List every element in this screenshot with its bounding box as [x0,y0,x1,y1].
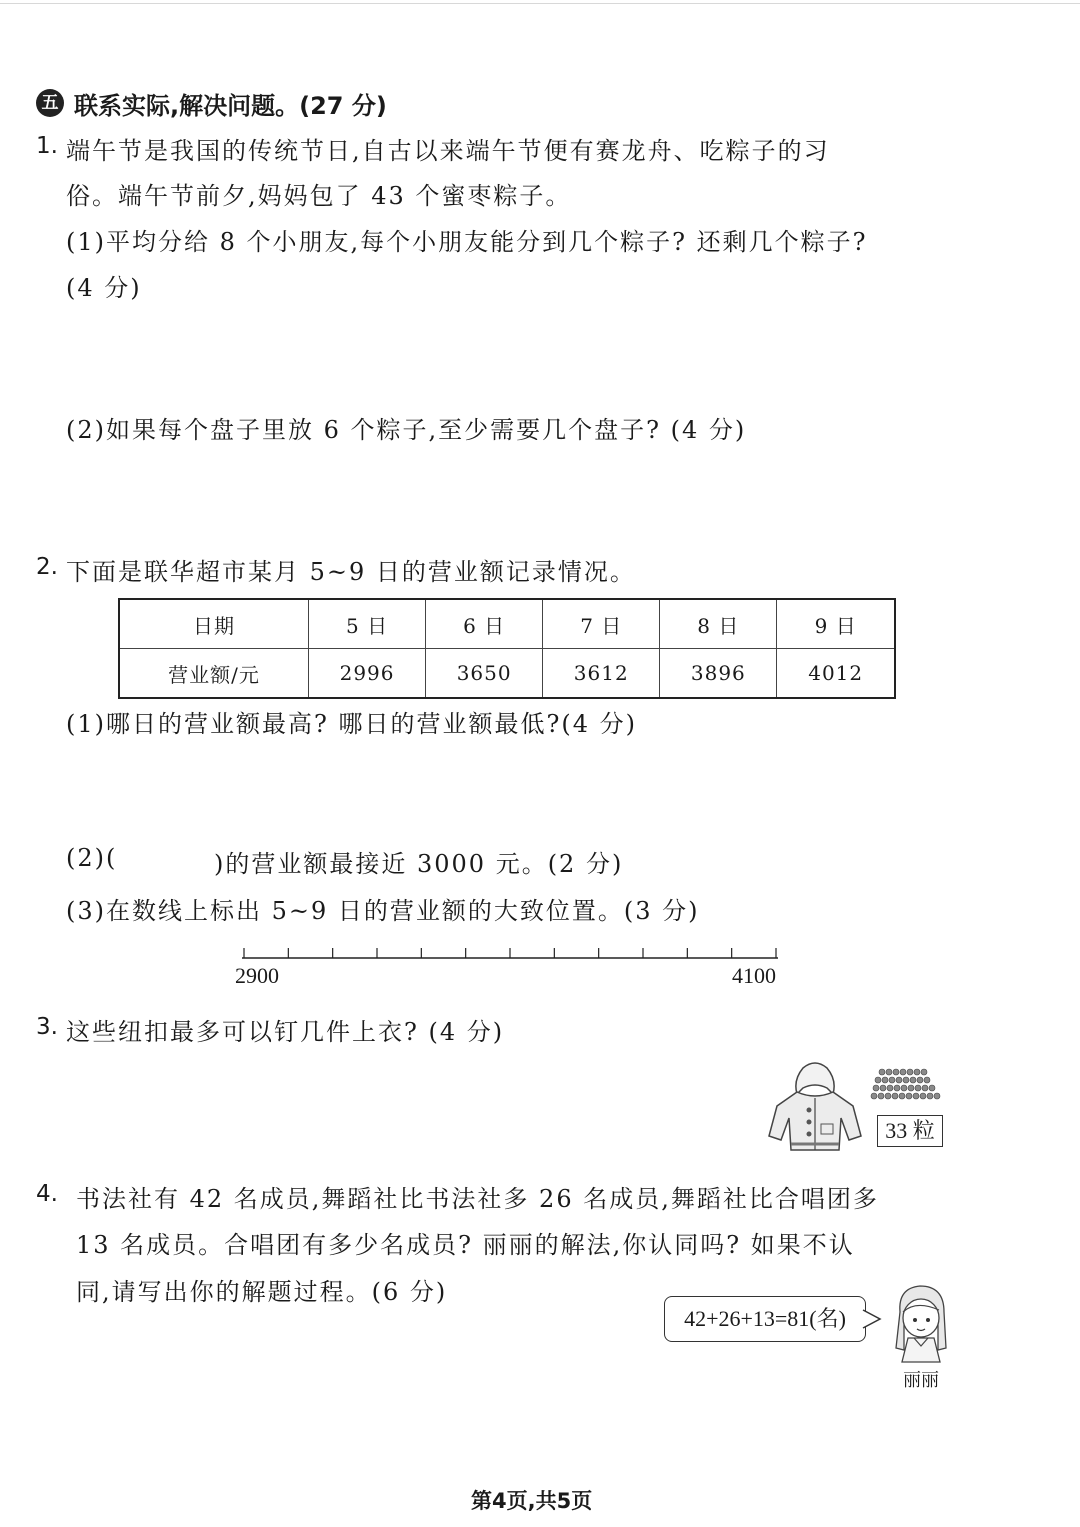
table-cell-revenue: 3612 [543,649,660,699]
button-dot [887,1085,893,1091]
q4-number: 4. [36,1181,58,1207]
button-dot [921,1069,927,1075]
button-dot [899,1093,905,1099]
q1-text-line1: 端午节是我国的传统节日,自古以来端午节便有赛龙舟、吃粽子的习 [66,137,830,165]
table-cell-day: 6 日 [426,599,543,649]
section-title: 联系实际,解决问题。(27 分) [74,92,387,120]
button-dot [900,1069,906,1075]
button-dot [892,1093,898,1099]
button-dot [896,1077,902,1083]
button-dot [894,1085,900,1091]
table-cell-revenue: 2996 [309,649,426,699]
coat-illustration [765,1058,865,1153]
button-dot [920,1093,926,1099]
section-number-badge: 五 [36,89,64,117]
table-cell-day: 7 日 [543,599,660,649]
q2-sub2-start: (2)( [66,844,118,872]
q2-intro: 下面是联华超市某月 5~9 日的营业额记录情况。 [66,558,636,586]
button-dot [913,1093,919,1099]
button-dot [927,1093,933,1099]
button-dot [929,1085,935,1091]
button-dot [901,1085,907,1091]
button-dot [903,1077,909,1083]
button-dot [915,1085,921,1091]
table-cell-revenue: 4012 [777,649,895,699]
number-line-end-label: 4100 [732,963,776,988]
button-dot [889,1077,895,1083]
q3-text: 这些纽扣最多可以钉几件上衣? (4 分) [66,1018,505,1046]
button-dot [893,1069,899,1075]
button-dot [922,1085,928,1091]
button-dot [917,1077,923,1083]
table-row [119,599,895,649]
girl-lili-illustration [886,1282,956,1364]
q4-text-line1: 书法社有 42 名成员,舞蹈社比书法社多 26 名成员,舞蹈社比合唱团多 [76,1185,879,1213]
speech-bubble-tail [862,1308,882,1330]
table-header-date: 日期 [119,599,309,649]
button-dot [875,1077,881,1083]
q3-number: 3. [36,1014,58,1040]
q2-sub3: (3)在数线上标出 5~9 日的营业额的大致位置。(3 分) [66,897,700,925]
q1-sub2: (2)如果每个盘子里放 6 个粽子,至少需要几个盘子? (4 分) [66,416,747,444]
number-line-ticks [244,948,776,958]
button-dot [885,1093,891,1099]
button-dot [906,1093,912,1099]
table-cell-day: 8 日 [660,599,777,649]
button-dot [886,1069,892,1075]
buttons-pile-icon [868,1062,948,1104]
button-dot [910,1077,916,1083]
table-cell-revenue: 3896 [660,649,777,699]
table-header-revenue: 营业额/元 [119,649,309,699]
button-dot [879,1069,885,1075]
q1-sub1-line1: (1)平均分给 8 个小朋友,每个小朋友能分到几个粽子? 还剩几个粽子? [66,228,868,256]
table-cell-revenue: 3650 [426,649,543,699]
speech-bubble-solution: 42+26+13=81(名) [664,1296,866,1342]
button-dot [878,1093,884,1099]
q1-sub1-line2: (4 分) [66,274,142,302]
q2-sub2-end: )的营业额最接近 3000 元。(2 分) [214,850,624,878]
table-cell-day: 5 日 [309,599,426,649]
q4-text-line3: 同,请写出你的解题过程。(6 分) [76,1278,448,1306]
button-dot [908,1085,914,1091]
button-dot [934,1093,940,1099]
buttons-count-label: 33 粒 [877,1115,943,1147]
button-dot [871,1093,877,1099]
q1-number: 1. [36,133,58,159]
girl-name-label: 丽丽 [903,1370,939,1391]
page-number: 第4页,共5页 [471,1489,593,1513]
q4-text-line2: 13 名成员。合唱团有多少名成员? 丽丽的解法,你认同吗? 如果不认 [76,1231,855,1259]
button-dot [880,1085,886,1091]
q1-text-line2: 俗。端午节前夕,妈妈包了 43 个蜜枣粽子。 [66,182,572,210]
table-cell-day: 9 日 [777,599,895,649]
q2-sub1: (1)哪日的营业额最高? 哪日的营业额最低?(4 分) [66,710,637,738]
number-line [230,940,800,970]
number-line-start-label: 2900 [235,963,279,988]
button-dot [873,1085,879,1091]
button-dot [882,1077,888,1083]
table-row [119,649,895,699]
button-dot [907,1069,913,1075]
top-border-line [0,3,1080,4]
revenue-table [118,598,896,699]
button-dot [914,1069,920,1075]
button-dot [924,1077,930,1083]
q2-number: 2. [36,554,58,580]
